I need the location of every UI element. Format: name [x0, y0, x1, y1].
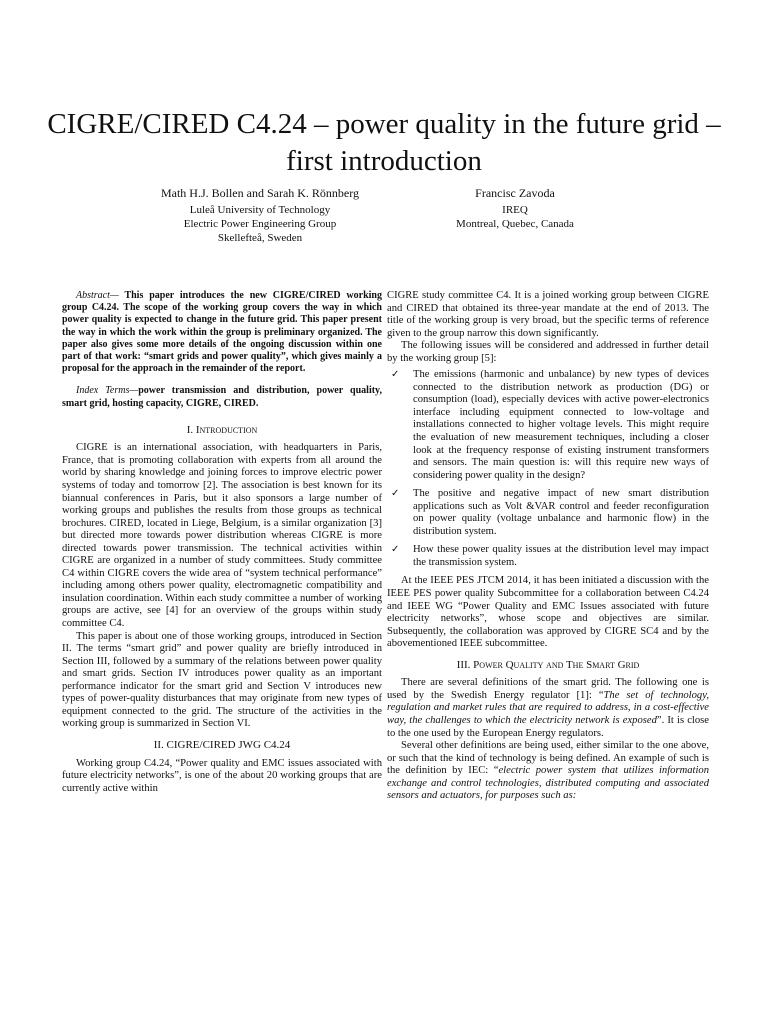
abstract-text: This paper introduces the new CIGRE/CIRED working group C4.24. The scope of the working group covers the way in which power quality is expected to change in the future grid. This paper present the way in which the work within the group is preliminary organized. The paper also gives some more details of the ongoing discussion within one part of that work: “smart grids and power quality”, which gives mainly a proposal for the approach in the remainder of the report. [62, 290, 382, 375]
paragraph-text: There are several definitions of the smart grid. The following one is used by the Swedish Energy regulator [1]: “ [387, 677, 709, 701]
list-item-text: The emissions (harmonic and unbalance) by new types of devices connected to the distribution network as production (DG) or consumption (load), especially devices with active power-electronics interface including equipment connected to low-voltage and installations connected to higher voltage levels. This might require the evaluation of new measurement techniques, including a closer look at the frequency response of existing instrument transformers and sensors. The main question is: will this require new ways of considering power quality in the design? [413, 369, 709, 481]
author-block-right [380, 186, 650, 231]
right-column [387, 290, 709, 803]
body-paragraph: Working group C4.24, “Power quality and EMC issues associated with future electricity networks”, is one of the about 20 working groups that are currently active within [62, 757, 382, 794]
body-paragraph [387, 677, 709, 740]
list-item [387, 544, 709, 569]
body-paragraph: This paper is about one of those working groups, introduced in Section II. The terms “smart grid” and power quality are briefly introduced in Section III, followed by a summary of the relations between power quality and smart grids. Section IV introduces power quality as an important performance indicator for the smart grid and Section V introduces new types of power-quality disturbances that may originate from new types of equipment connected to the grid. The structure of the activities in the working group is summarized in Section VI. [62, 630, 382, 730]
issue-list [387, 369, 709, 569]
body-paragraph: At the IEEE PES JTCM 2014, it has been initiated a discussion with the IEEE PES power quality Subcommittee for a collaboration between C4.24 and IEEE WG “Power Quality and EMC Issues associated with future electricity networks”, whose scope and objectives are similar. Subsequently, the collaboration was approved by CIGRE SC4 and by the abovementioned IEEE subcommittee. [387, 575, 709, 650]
body-paragraph: The following issues will be considered and addressed in further detail by the working group [5]: [387, 340, 709, 364]
section-heading-jwg: II. CIGRE/CIRED JWG C4.24 [153, 738, 291, 751]
checkmark-icon: ✓ [391, 369, 400, 381]
index-terms-label: Index Terms— [76, 385, 139, 397]
affiliation-line: Skellefteå, Sweden [217, 232, 303, 244]
affiliation-line: Montreal, Quebec, Canada [456, 218, 574, 230]
author-block-left [110, 186, 410, 245]
checkmark-icon: ✓ [391, 488, 400, 500]
quoted-definition: The set of technology, regulation and market rules that are required to address, in a cost-effective way, the challenges to which the electricity network is exposed [387, 689, 709, 726]
affiliation-line: Luleå University of Technology [189, 204, 331, 216]
left-column [62, 290, 382, 795]
affiliation-line: Electric Power Engineering Group [183, 218, 337, 230]
index-terms-text: power transmission and distribution, power quality, smart grid, hosting capacity, CIGRE, CIRED. [62, 385, 382, 409]
checkmark-icon: ✓ [391, 544, 400, 556]
quoted-definition: electric power system that utilizes information exchange and control technologies, distributed computing and associated sensors and actuators, for purposes such as: [387, 765, 710, 802]
body-paragraph [387, 740, 709, 803]
list-item-text: How these power quality issues at the distribution level may impact the transmission system. [413, 544, 709, 568]
list-item [387, 369, 709, 482]
section-heading-introduction: I. Introduction [186, 423, 258, 436]
body-paragraph: CIGRE is an international association, with headquarters in Paris, France, that is promoting collaboration with experts from all around the world by sharing knowledge and joining forces to improve electric power systems of today and tomorrow [2]. The association is best known for its biannual conferences in Paris, but it also sponsors a large number of working groups and publishes the results from those groups as technical brochures. CIRED, located in Liege, Belgium, is a similar organization [3] but directed more towards power distribution whereas CIGRE is more directed towards power transmission. The technical activities within CIGRE are organized in a number of study committees. Study committee C4 within CIGRE covers the wide area of “system technical performance” including among others power quality, electromagnetic compatibility and insulation coordination. Within each study committee a number of working groups are active, see [4] for an overview of the groups within study committee C4. [62, 442, 382, 630]
abstract [62, 290, 382, 375]
paragraph-text: Several other definitions are being used, either similar to the one above, or such that the kind of technology is being defined. An example of such is the definition by IEC: “ [387, 740, 709, 777]
author-names: Francisc Zavoda [475, 186, 555, 200]
list-item-text: The positive and negative impact of new smart distribution applications such as Volt &VAR control and feeder reconfiguration on power quality (voltage unbalance and harmonic flow) in the distribution system. [413, 488, 709, 537]
paragraph-text: ”. It is close to the one used by the European Energy regulators. [387, 714, 709, 739]
abstract-label: Abstract— [76, 290, 119, 301]
section-heading-smart-grid: III. Power Quality and The Smart Grid [456, 658, 640, 671]
paper-title: CIGRE/CIRED C4.24 – power quality in the future grid – first introduction [47, 108, 721, 177]
body-paragraph: CIGRE study committee C4. It is a joined working group between CIGRE and CIRED that obtained its three-year mandate at the end of 2013. The title of the working group is very broad, but the specific terms of reference given to the group narrow this down significantly. [387, 290, 709, 339]
index-terms [62, 385, 382, 409]
list-item [387, 488, 709, 538]
author-names: Math H.J. Bollen and Sarah K. Rönnberg [160, 186, 360, 200]
affiliation-line: IREQ [502, 204, 528, 216]
